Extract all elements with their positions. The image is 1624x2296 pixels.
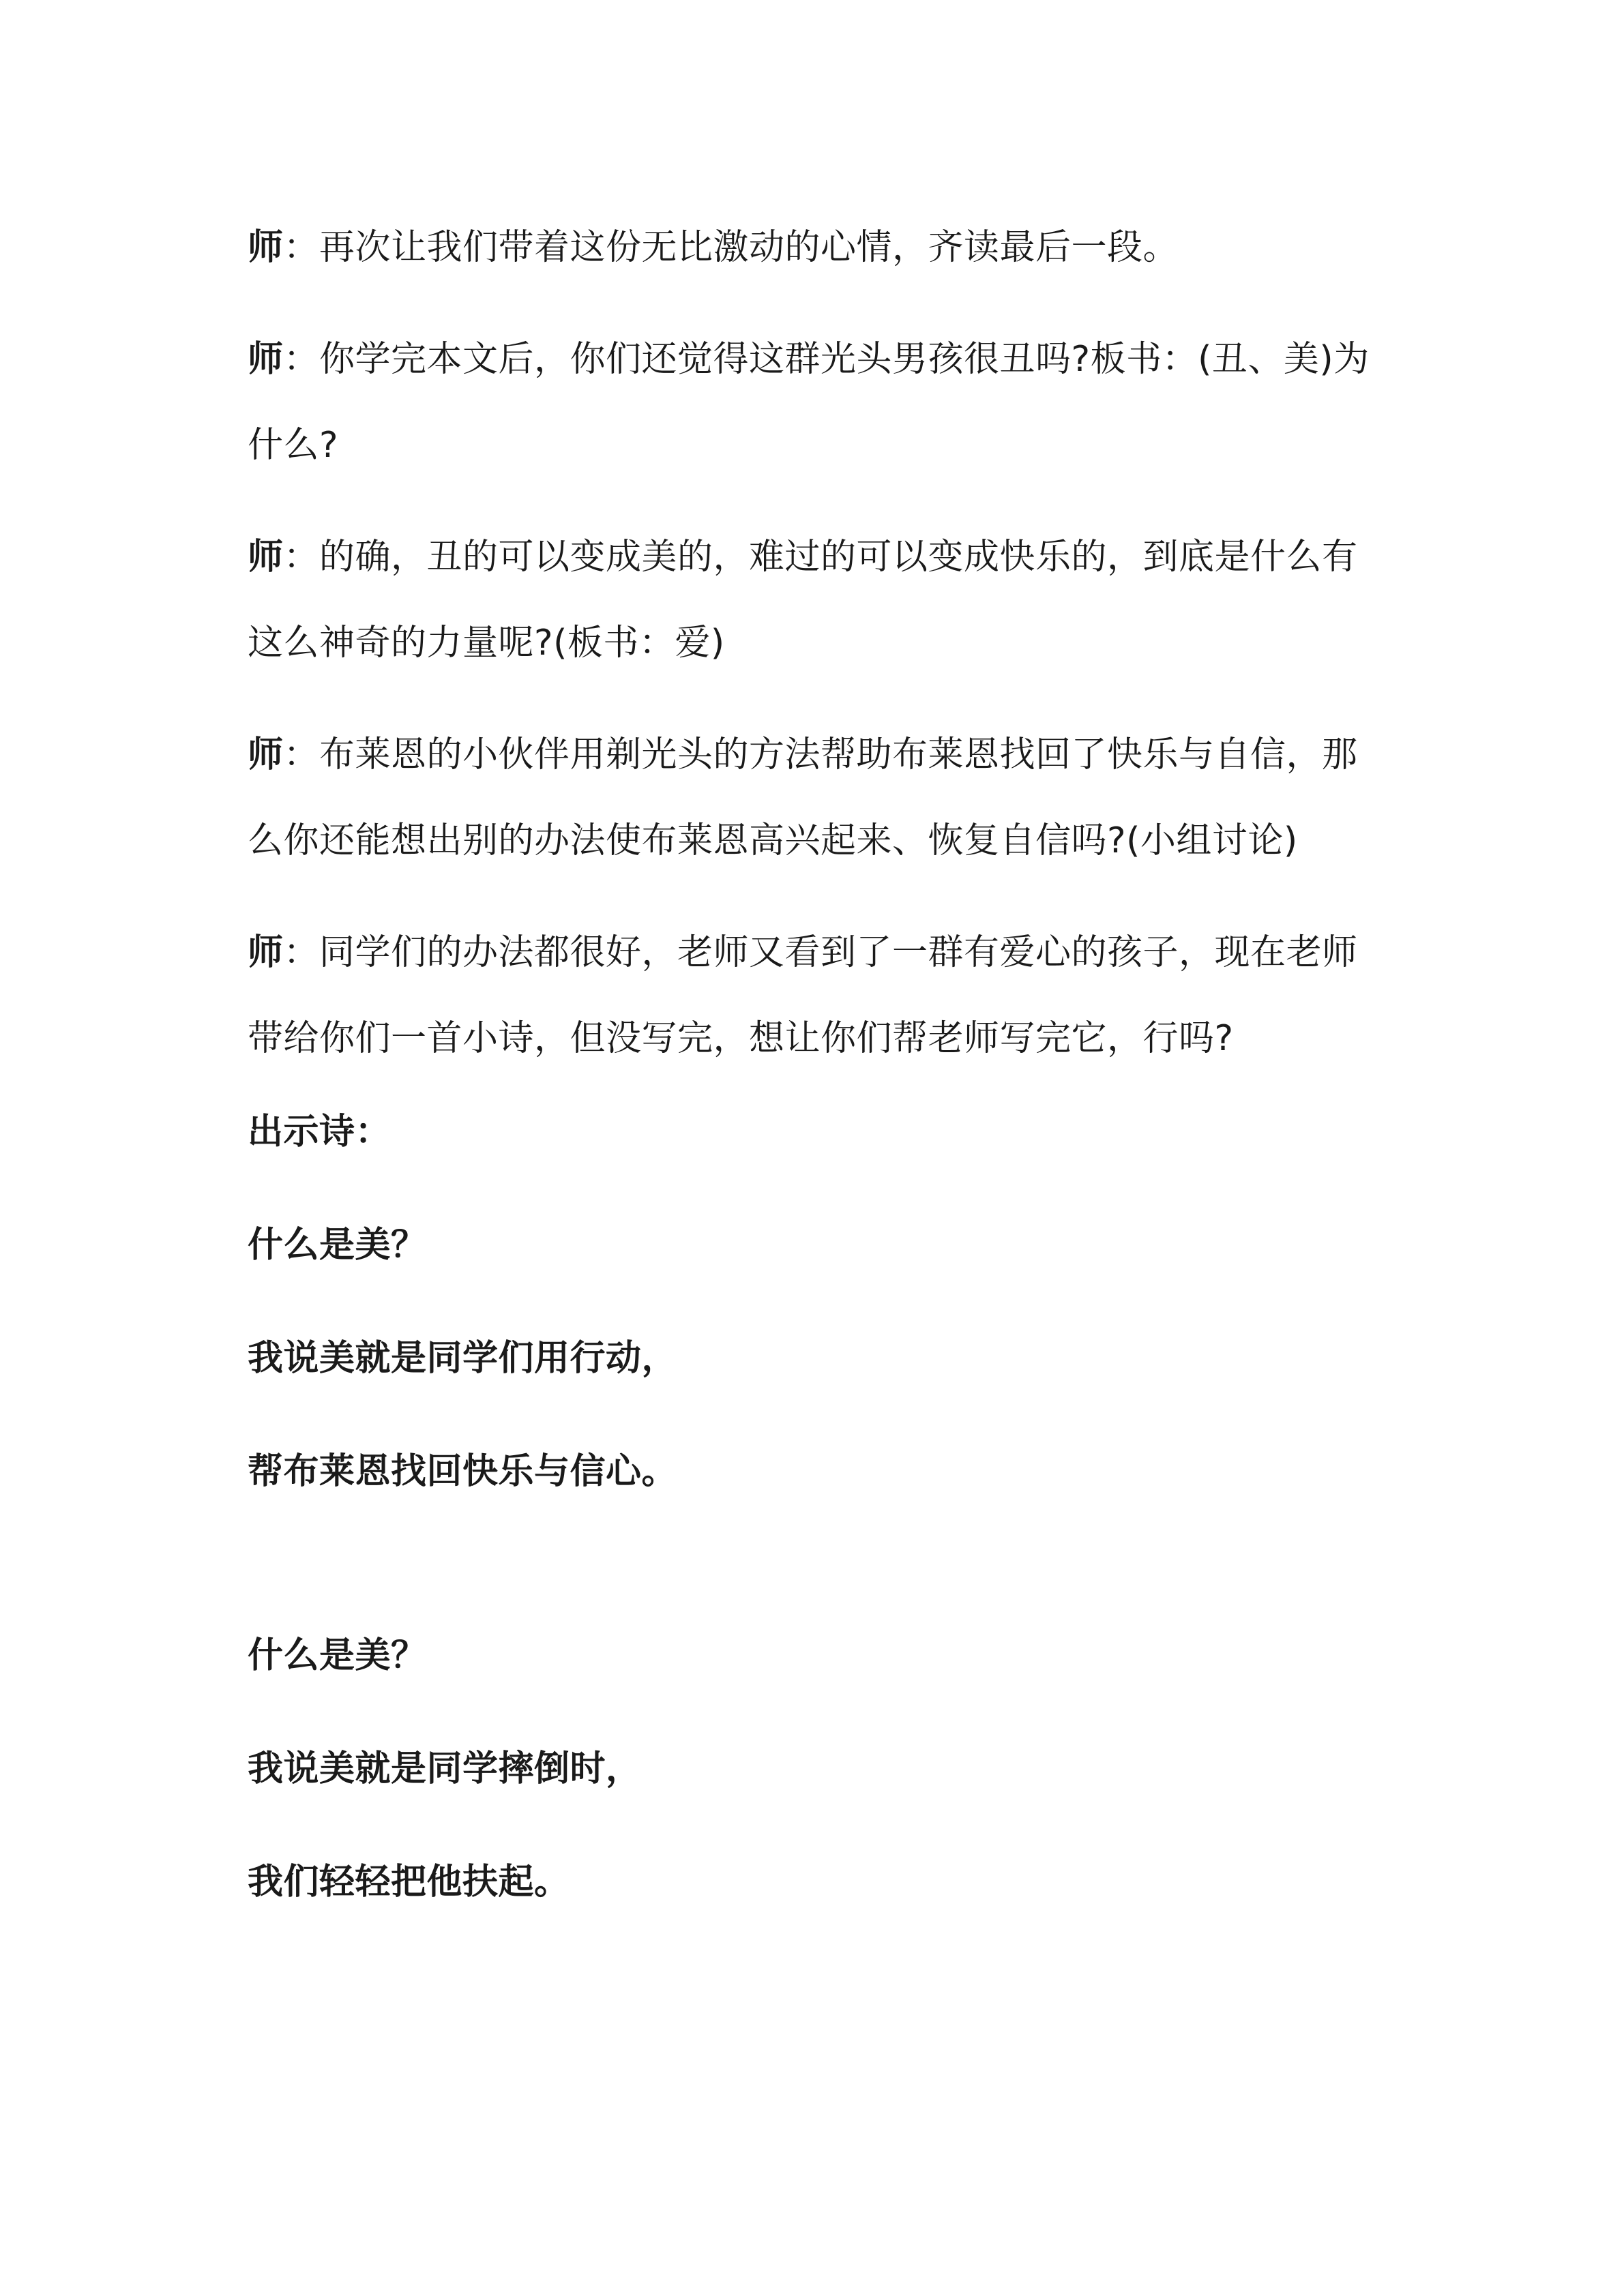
speaker-separator: ： <box>283 227 320 268</box>
dialogue-paragraph-2 <box>248 316 1393 488</box>
dialogue-paragraph-1 <box>248 205 1393 290</box>
speaker-label: 师 <box>248 227 284 268</box>
dialogue-text: 的确，丑的可以变成美的，难过的可以变成快乐的，到底是什么有这么神奇的力量呢?(板书：爱) <box>248 537 1358 664</box>
stanza-spacer <box>248 1560 1393 1631</box>
dialogue-text: 同学们的办法都很好，老师又看到了一群有爱心的孩子，现在老师带给你们一首小诗，但没写完，想让你们帮老师写完它，行吗? <box>248 932 1358 1059</box>
dialogue-paragraph-4 <box>248 712 1393 884</box>
speaker-separator: ： <box>283 734 320 775</box>
poem-line: 什么是美？ <box>248 1225 427 1266</box>
speaker-label: 师 <box>248 932 284 973</box>
speaker-label: 师 <box>248 537 284 578</box>
dialogue-text: 布莱恩的小伙伴用剃光头的方法帮助布莱恩找回了快乐与自信，那么你还能想出别的办法使布莱恩高兴起来、恢复自信吗?(小组讨论) <box>248 734 1358 861</box>
poem-line: 我说美就是同学们用行动， <box>248 1338 678 1379</box>
speaker-label: 师 <box>248 734 284 775</box>
poem-line: 我们轻轻把他扶起。 <box>248 1862 570 1903</box>
dialogue-paragraph-5 <box>248 910 1393 1082</box>
poem-line: 帮布莱恩找回快乐与信心。 <box>248 1451 678 1492</box>
dialogue-text: 再次让我们带着这份无比激动的心情，齐读最后一段。 <box>319 227 1179 268</box>
speaker-separator: ： <box>283 339 320 380</box>
dialogue-text: 你学完本文后，你们还觉得这群光头男孩很丑吗?板书：(丑、美)为什么? <box>248 339 1370 466</box>
poem-line: 什么是美？ <box>248 1635 427 1676</box>
page-content <box>248 205 1393 1971</box>
speaker-label: 师 <box>248 339 284 380</box>
speaker-separator: ： <box>283 537 320 578</box>
poem-line: 我说美就是同学摔倒时， <box>248 1748 642 1789</box>
poem-heading: 出示诗： <box>248 1112 392 1152</box>
dialogue-paragraph-3 <box>248 514 1393 686</box>
speaker-separator: ： <box>283 932 320 973</box>
